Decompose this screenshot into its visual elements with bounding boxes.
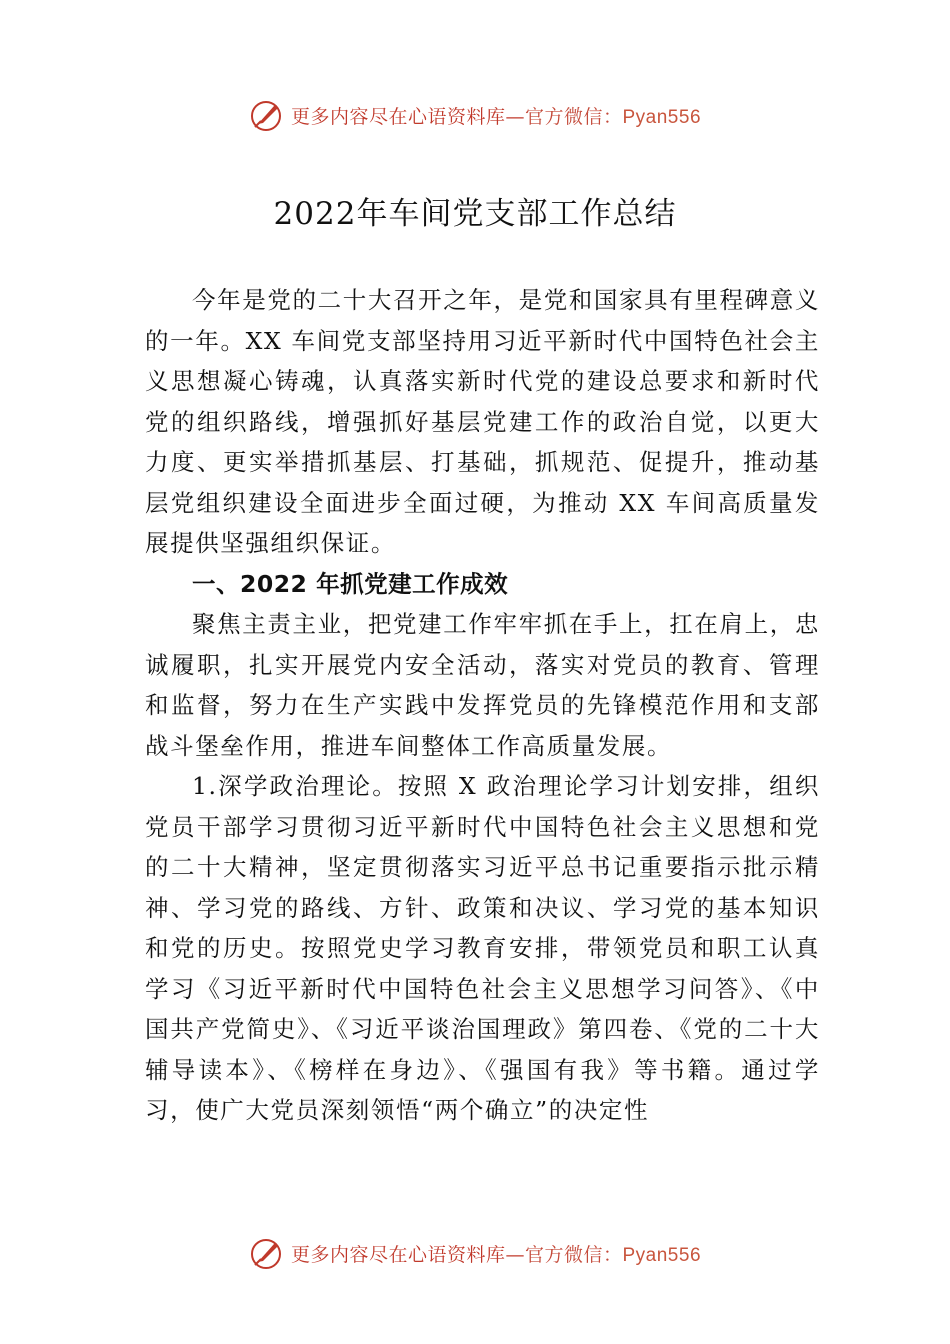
- section-heading: 一、2022 年抓党建工作成效: [192, 569, 509, 598]
- feather-pen-logo-icon: [249, 1235, 285, 1271]
- watermark-wechat-id: Pyan556: [622, 106, 702, 128]
- section-paragraph: 聚焦主责主业，把党建工作牢牢抓在手上，扛在肩上，忠诚履职，扎实开展党内安全活动，落实对党员的教育、管理和监督，努力在生产实践中发挥党员的先锋模范作用和支部战斗堡垒作用，推进车间整体工作高质量发展。: [145, 610, 820, 760]
- watermark-separator: —: [505, 1243, 525, 1266]
- watermark-separator: —: [505, 105, 525, 128]
- document-title: 2022年车间党支部工作总结: [273, 196, 677, 232]
- watermark-wechat-id: Pyan556: [622, 1244, 702, 1266]
- watermark-main-text: 更多内容尽在心语资料库: [290, 105, 506, 128]
- watermark-wechat-label: 官方微信：: [524, 1243, 623, 1266]
- watermark-text: [291, 1240, 701, 1267]
- watermark-text: [291, 102, 701, 129]
- watermark-main-text: 更多内容尽在心语资料库: [290, 1243, 506, 1266]
- document-body: [145, 280, 820, 1131]
- watermark-banner-bottom: [0, 1233, 950, 1273]
- watermark-wechat-label: 官方微信：: [524, 105, 623, 128]
- intro-paragraph: 今年是党的二十大召开之年，是党和国家具有里程碑意义的一年。XX 车间党支部坚持用习近平新时代中国特色社会主义思想凝心铸魂，认真落实新时代党的建设总要求和新时代党的组织路线，增强抓好基层党建工作的政治自觉，以更大力度、更实举措抓基层、打基础，抓规范、促提升，推动基层党组织建设全面进步全面过硬，为推动 XX 车间高质量发展提供坚强组织保证。: [145, 286, 820, 557]
- feather-pen-logo-icon: [249, 97, 285, 133]
- item-paragraph: 1.深学政治理论。按照 X 政治理论学习计划安排，组织党员干部学习贯彻习近平新时代中国特色社会主义思想和党的二十大精神，坚定贯彻落实习近平总书记重要指示批示精神、学习党的路线、方针、政策和决议、学习党的基本知识和党的历史。按照党史学习教育安排，带领党员和职工认真学习《习近平新时代中国特色社会主义思想学习问答》、《中国共产党简史》、《习近平谈治国理政》第四卷、《党的二十大辅导读本》、《榜样在身边》、《强国有我》等书籍。通过学习，使广大党员深刻领悟“两个确立”的决定性: [145, 772, 820, 1124]
- watermark-banner-top: [0, 95, 950, 135]
